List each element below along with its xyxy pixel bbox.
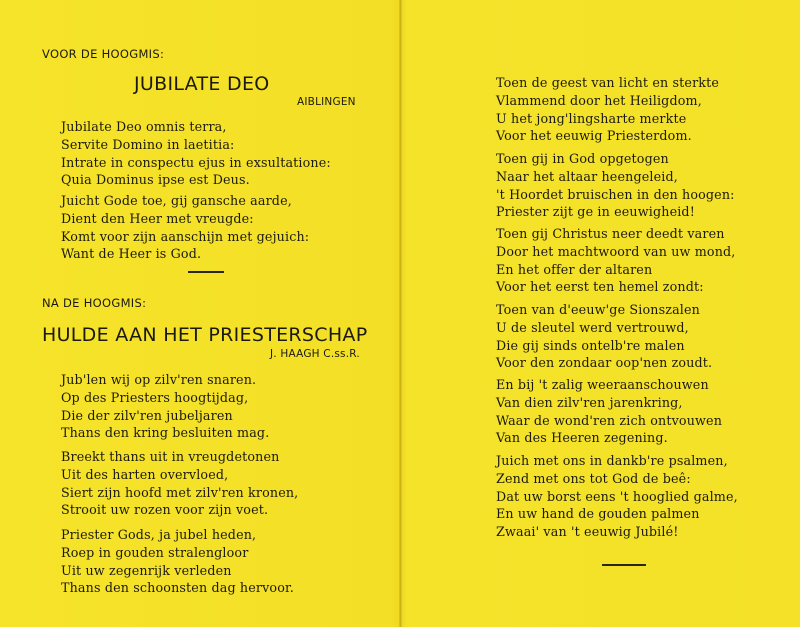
- before-mass-label: VOOR DE HOOGMIS:: [42, 47, 165, 61]
- hymn2-title: HULDE AAN HET PRIESTERSCHAP: [42, 324, 368, 346]
- verse-line: U de sleutel werd vertrouwd,: [496, 319, 689, 335]
- verse-line: Voor het eerst ten hemel zondt:: [496, 279, 704, 295]
- verse-line: Priester Gods, ja jubel heden,: [61, 527, 257, 542]
- verse-line: Door het machtwoord van uw mond,: [496, 243, 736, 259]
- hymn2-stanza-1: [61, 371, 269, 442]
- verse-line: Intrate in conspectu ejus in exsultatione:: [61, 154, 331, 170]
- hymn2-stanza-5: [496, 150, 735, 221]
- verse-line: Breekt thans uit in vreugdetonen: [61, 449, 280, 464]
- section-divider: [188, 271, 224, 273]
- verse-line: Uit uw zegenrijk verleden: [61, 562, 232, 578]
- hymn1-stanza-2: [61, 192, 309, 263]
- verse-line: Servite Domino in laetitia:: [61, 136, 235, 152]
- verse-line: Die gij sinds ontelb're malen: [496, 337, 685, 353]
- verse-line: Strooit uw rozen voor zijn voet.: [61, 502, 269, 518]
- verse-line: Vlammend door het Heiligdom,: [496, 92, 702, 108]
- verse-line: Thans den schoonsten dag hervoor.: [61, 580, 294, 596]
- verse-line: Voor het eeuwig Priesterdom.: [496, 128, 692, 144]
- verse-line: En uw hand de gouden palmen: [496, 506, 700, 522]
- hymn1-title: JUBILATE DEO: [134, 73, 270, 95]
- verse-line: 't Hoordet bruischen in den hoogen:: [496, 186, 735, 202]
- verse-line: Waar de wond'ren zich ontvouwen: [496, 412, 723, 428]
- verse-line: Thans den kring besluiten mag.: [61, 425, 270, 441]
- verse-line: Quia Dominus ipse est Deus.: [61, 172, 250, 188]
- center-fold: [399, 0, 402, 627]
- verse-line: Zend met ons tot God de beê:: [496, 470, 691, 486]
- verse-line: Van des Heeren zegening.: [496, 430, 668, 446]
- hymn2-stanza-7: [496, 301, 712, 372]
- verse-line: Dat uw borst eens 't hooglied galme,: [496, 488, 738, 504]
- hymn2-stanza-6: [496, 225, 735, 296]
- verse-line: Dient den Heer met vreugde:: [61, 210, 254, 226]
- verse-line: Op des Priesters hoogtijdag,: [61, 389, 249, 405]
- verse-line: Jubilate Deo omnis terra,: [61, 119, 227, 134]
- verse-line: Juich met ons in dankb're psalmen,: [496, 453, 728, 468]
- verse-line: Toen gij Christus neer deedt varen: [496, 226, 725, 241]
- hymn2-stanza-9: [496, 452, 738, 541]
- verse-line: Die der zilv'ren jubeljaren: [61, 407, 233, 423]
- verse-line: Priester zijt ge in eeuwigheid!: [496, 204, 695, 220]
- hymn2-stanza-2: [61, 448, 298, 519]
- verse-line: Komt voor zijn aanschijn met gejuich:: [61, 228, 310, 244]
- verse-line: Toen gij in God opgetogen: [496, 151, 669, 166]
- verse-line: Uit des harten overvloed,: [61, 466, 229, 482]
- verse-line: Naar het altaar heengeleid,: [496, 168, 678, 184]
- verse-line: En bij 't zalig weeraanschouwen: [496, 377, 709, 392]
- hymn2-stanza-4: [496, 74, 719, 145]
- after-mass-label: NA DE HOOGMIS:: [42, 296, 147, 310]
- verse-line: Toen van d'eeuw'ge Sionszalen: [496, 302, 700, 317]
- end-divider: [602, 564, 646, 566]
- hymn2-stanza-8: [496, 376, 722, 447]
- verse-line: Roep in gouden stralengloor: [61, 544, 249, 560]
- verse-line: Juicht Gode toe, gij gansche aarde,: [61, 193, 292, 208]
- verse-line: U het jong'lingsharte merkte: [496, 110, 687, 126]
- verse-line: Siert zijn hoofd met zilv'ren kronen,: [61, 484, 299, 500]
- verse-line: Voor den zondaar oop'nen zoudt.: [496, 355, 713, 371]
- hymn1-stanza-1: [61, 118, 331, 189]
- verse-line: Want de Heer is God.: [61, 246, 202, 262]
- verse-line: Jub'len wij op zilv'ren snaren.: [61, 372, 257, 387]
- hymn2-stanza-3: [61, 526, 294, 597]
- verse-line: En het offer der altaren: [496, 261, 653, 277]
- verse-line: Toen de geest van licht en sterkte: [496, 75, 720, 90]
- verse-line: Van dien zilv'ren jarenkring,: [496, 394, 683, 410]
- hymn2-composer: J. HAAGH C.ss.R.: [270, 348, 360, 360]
- verse-line: Zwaai' van 't eeuwig Jubilé!: [496, 524, 679, 540]
- hymn1-composer: AIBLINGEN: [297, 96, 356, 108]
